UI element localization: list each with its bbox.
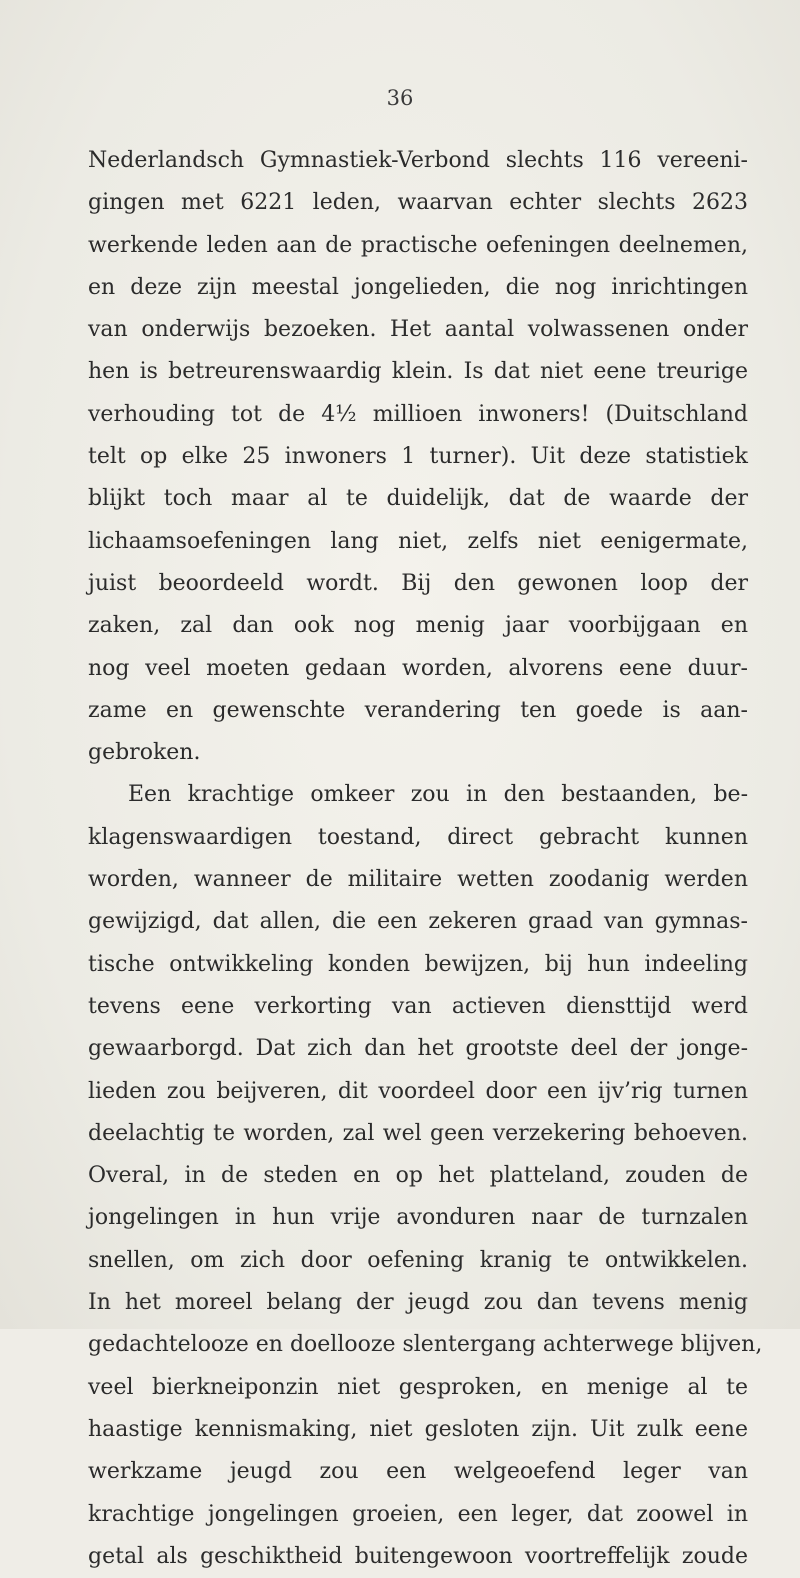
text-line: hen is betreurenswaardig klein. Is dat niet eene treurige — [88, 359, 748, 385]
text-line: worden, wanneer de militaire wetten zoodanig werden — [88, 867, 748, 893]
text-line: zame en gewenschte verandering ten goede is aan- — [88, 697, 748, 723]
text-line: van onderwijs bezoeken. Het aantal volwassenen onder — [88, 317, 748, 343]
text-line: en deze zijn meestal jongelieden, die nog inrichtingen — [88, 274, 748, 300]
text-line: Een krachtige omkeer zou in den bestaanden, be- — [128, 782, 748, 808]
text-line: juist beoordeeld wordt. Bij den gewonen loop der — [88, 570, 748, 596]
text-line: tische ontwikkeling konden bewijzen, bij hun indeeling — [88, 951, 748, 977]
text-line: lichaamsoefeningen lang niet, zelfs niet eenigermate, — [88, 528, 748, 554]
text-line: In het moreel belang der jeugd zou dan tevens menig — [88, 1290, 748, 1316]
text-line: gedachtelooze en doellooze slentergang achterwege blijven, — [88, 1332, 763, 1358]
text-line: werkende leden aan de practische oefeningen deelnemen, — [88, 232, 748, 258]
text-line: zaken, zal dan ook nog menig jaar voorbijgaan en — [88, 613, 748, 639]
text-line: veel bierkneiponzin niet gesproken, en menige al te — [88, 1374, 748, 1400]
text-line: gewijzigd, dat allen, die een zekeren graad van gymnas- — [88, 909, 748, 935]
text-line: telt op elke 25 inwoners 1 turner). Uit deze statistiek — [88, 444, 748, 470]
text-line: krachtige jongelingen groeien, een leger, dat zoowel in — [88, 1501, 748, 1527]
text-line: snellen, om zich door oefening kranig te ontwikkelen. — [88, 1247, 748, 1273]
text-line: blijkt toch maar al te duidelijk, dat de waarde der — [88, 486, 748, 512]
text-line: deelachtig te worden, zal wel geen verzekering behoeven. — [88, 1120, 748, 1146]
text-line: Overal, in de steden en op het platteland, zouden de — [88, 1163, 748, 1189]
page-number: 36 — [386, 86, 414, 110]
text-line: lieden zou beijveren, dit voordeel door een ijv’rig turnen — [88, 1078, 748, 1104]
body-text — [88, 140, 763, 1578]
text-line: nog veel moeten gedaan worden, alvorens eene duur- — [88, 655, 748, 681]
text-line: jongelingen in hun vrije avonduren naar de turnzalen — [88, 1205, 748, 1231]
text-line: Nederlandsch Gymnastiek-Verbond slechts 116 vereeni- — [88, 148, 748, 173]
text-line: tevens eene verkorting van actieven diensttijd werd — [88, 993, 748, 1019]
text-line: verhouding tot de 4½ millioen inwoners! (Duitschland — [88, 401, 748, 427]
text-line: klagenswaardigen toestand, direct gebracht kunnen — [88, 824, 748, 850]
text-line: gebroken. — [88, 740, 201, 766]
text-line: getal als geschiktheid buitengewoon voortreffelijk zoude — [88, 1543, 748, 1569]
text-line: gewaarborgd. Dat zich dan het grootste deel der jonge- — [88, 1036, 748, 1062]
text-line: werkzame jeugd zou een welgeoefend leger van — [88, 1459, 748, 1485]
text-line: gingen met 6221 leden, waarvan echter slechts 2623 — [88, 190, 748, 216]
text-line: haastige kennismaking, niet gesloten zijn. Uit zulk eene — [88, 1416, 748, 1442]
